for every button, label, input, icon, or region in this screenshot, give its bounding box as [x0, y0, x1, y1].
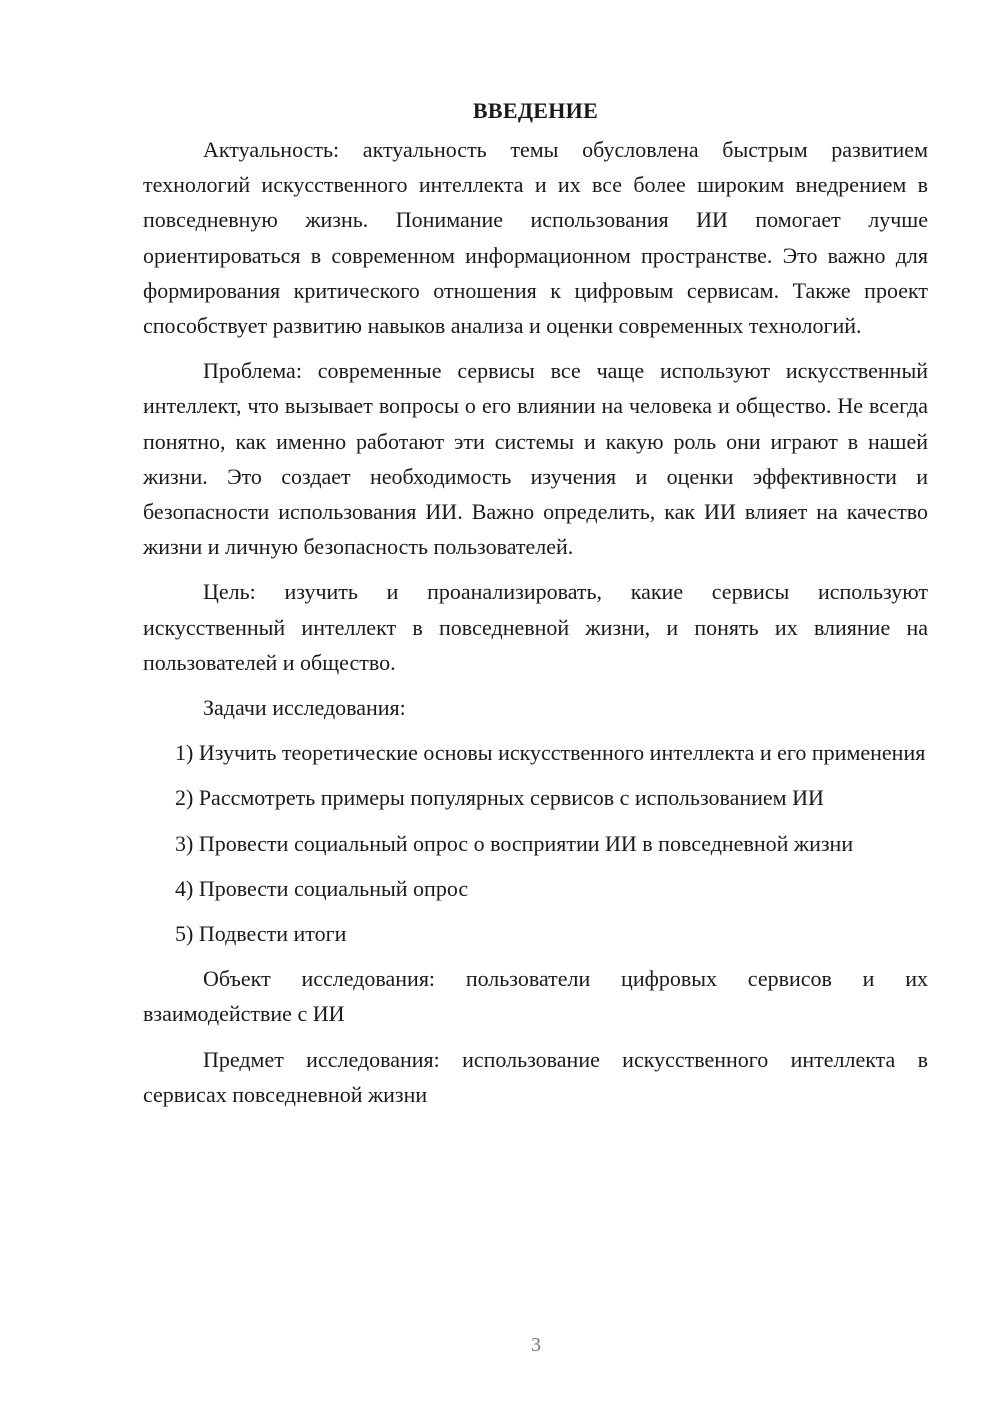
- task-item: 5) Подвести итоги: [175, 921, 347, 947]
- task-item: 2) Рассмотреть примеры популярных сервисов с использованием ИИ: [175, 785, 824, 811]
- task-item: 1) Изучить теоретические основы искусственного интеллекта и его применения: [175, 740, 926, 766]
- subject-paragraph: Предмет исследования: использование искусственного интеллекта в сервисах повседневной жизни: [143, 1046, 928, 1107]
- object-paragraph: Объект исследования: пользователи цифровых сервисов и их взаимодействие с ИИ: [143, 966, 928, 1027]
- goal-paragraph: Цель: изучить и проанализировать, какие сервисы используют искусственный интеллект в повседневной жизни, и понять их влияние на пользователей и общество.: [143, 579, 928, 675]
- document-page: [143, 96, 928, 1122]
- problem-paragraph: Проблема: современные сервисы все чаще используют искусственный интеллект, что вызывает вопросы о его влиянии на человека и общество. Не всегда понятно, как именно работают эти системы и какую роль они играют в нашей жизни. Это создает необходимость изучения и оценки эффективности и безопасности использования ИИ. Важно определить, как ИИ влияет на качество жизни и личную безопасность пользователей.: [143, 358, 928, 560]
- relevance-paragraph: Актуальность: актуальность темы обусловлена быстрым развитием технологий искусственного интеллекта и их все более широким внедрением в повседневную жизнь. Понимание использования ИИ помогает лучше ориентироваться в современном информационном пространстве. Это важно для формирования критического отношения к цифровым сервисам. Также проект способствует развитию навыков анализа и оценки современных технологий.: [143, 137, 928, 339]
- section-title: ВВЕДЕНИЕ: [472, 98, 599, 123]
- task-item: 3) Провести социальный опрос о восприятии ИИ в повседневной жизни: [175, 830, 854, 856]
- task-item: 4) Провести социальный опрос: [175, 875, 469, 901]
- tasks-heading: Задачи исследования:: [203, 695, 406, 721]
- page-number: 3: [531, 1334, 541, 1356]
